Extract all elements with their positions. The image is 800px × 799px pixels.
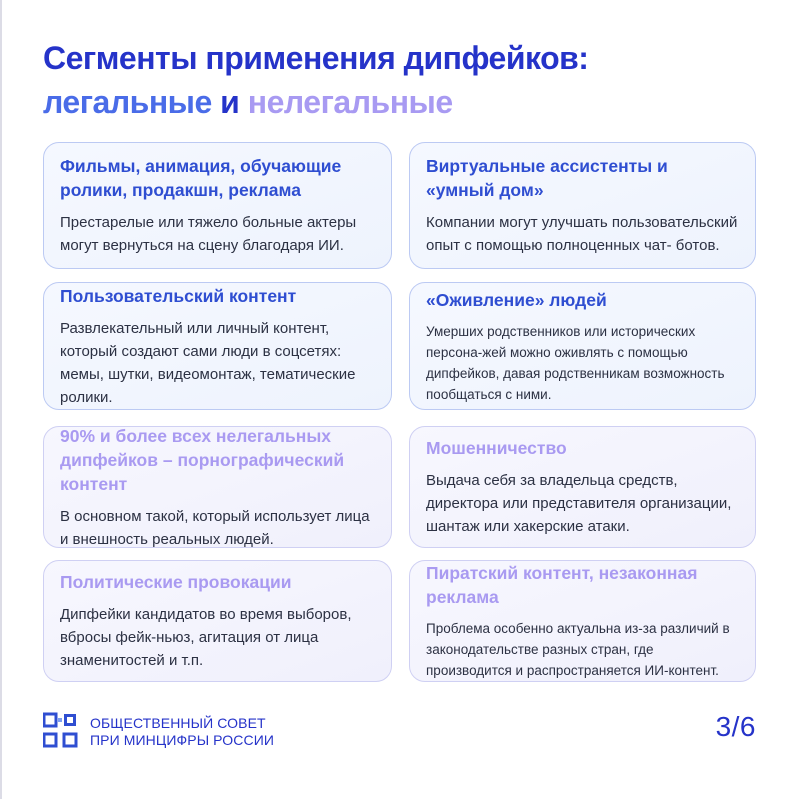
card-title: «Оживление» людей [426,289,607,310]
card-text: Выдача себя за владельца средств, директора или представителя организации, шантаж или хакерские атаки. [426,472,732,535]
page-number: 3/6 [715,711,756,742]
title-and: и [211,84,248,120]
card-text: Проблема особенно актуальна из-за различий в законодательстве разных стран, где производится и распространяется ИИ-контент. [426,621,730,678]
card-text: Умерших родственников или исторических персона-жей можно оживлять с помощью дипфейков, давая родственникам возможность пообщаться с ними. [426,323,725,402]
card-title: Пиратский контент, незаконная реклама [426,563,698,607]
card-piracy [409,560,756,682]
card-text: Дипфейки кандидатов во время выборов, вбросы фейк-ньюз, агитация от лица знаменитостей и т.п. [60,606,352,669]
title-legal: легальные [43,84,212,120]
council-name-line2: ПРИ МИНЦИФРЫ РОССИИ [90,732,275,748]
council-name-line1: ОБЩЕСТВЕННЫЙ СОВЕТ [90,715,266,731]
council-logo-icon [43,712,79,748]
card-title: Политические провокации [60,572,292,592]
card-fraud [409,426,756,548]
card-text: В основном такой, который использует лица и внешность реальных людей. [60,507,370,548]
card-text: Престарелые или тяжело больные актеры могут вернуться на сцену благодаря ИИ. [60,214,357,254]
page-title [43,36,588,124]
title-illegal: нелегальные [247,84,453,120]
council-name [90,715,274,749]
card-virtual-assistants [409,142,756,269]
card-title: Виртуальные ассистенты и «умный дом» [426,156,668,200]
title-line1: Сегменты применения дипфейков: [43,40,589,76]
card-text: Компании могут улучшать пользовательский опыт с помощью полноценных чат- ботов. [426,214,738,254]
card-title: Фильмы, анимация, обучающие ролики, продакшн, реклама [60,156,342,200]
card-revival [409,282,756,410]
title-line2 [43,80,588,124]
left-edge-divider [0,0,2,799]
card-political [43,560,392,682]
card-title: Мошенничество [426,438,567,458]
card-title: 90% и более всех нелегальных дипфейков – порнографический контент [60,425,345,494]
card-user-content [43,282,392,410]
card-films [43,142,392,269]
card-porn-content [43,426,392,548]
card-title: Пользовательский контент [60,285,297,306]
card-text: Развлекательный или личный контент, который создают сами люди в соцсетях: мемы, шутки, видеомонтаж, тематические ролики. [60,319,356,406]
